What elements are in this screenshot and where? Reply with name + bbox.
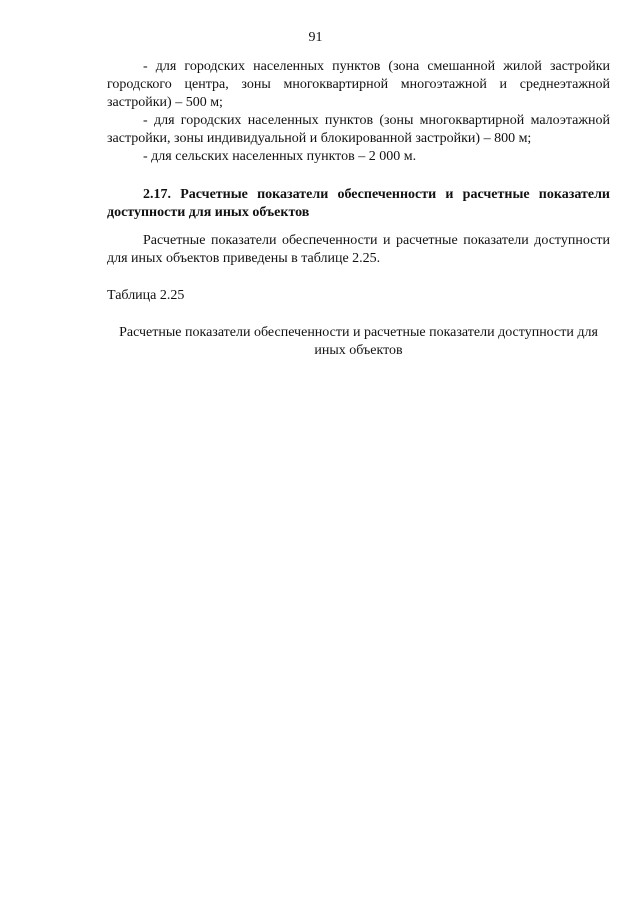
list-item: - для городских населенных пунктов (зона смешанной жилой застройки городского центра, зоны многоквартирной многоэтажной и среднеэтажной застройки) – 500 м; — [107, 59, 610, 110]
section-heading: 2.17. Расчетные показатели обеспеченности и расчетные показатели доступности для иных объектов — [107, 187, 610, 220]
page-content — [107, 58, 610, 360]
page-number: 91 — [308, 30, 323, 45]
list-item: - для городских населенных пунктов (зоны многоквартирной малоэтажной застройки, зоны индивидуальной и блокированной застройки) – 800 м; — [107, 113, 610, 146]
table-label: Таблица 2.25 — [107, 288, 185, 303]
list-item: - для сельских населенных пунктов – 2 000 м. — [143, 149, 417, 164]
table-caption: Расчетные показатели обеспеченности и расчетные показатели доступности для иных объектов — [119, 325, 598, 358]
section-body: Расчетные показатели обеспеченности и расчетные показатели доступности для иных объектов приведены в таблице 2.25. — [107, 233, 610, 266]
